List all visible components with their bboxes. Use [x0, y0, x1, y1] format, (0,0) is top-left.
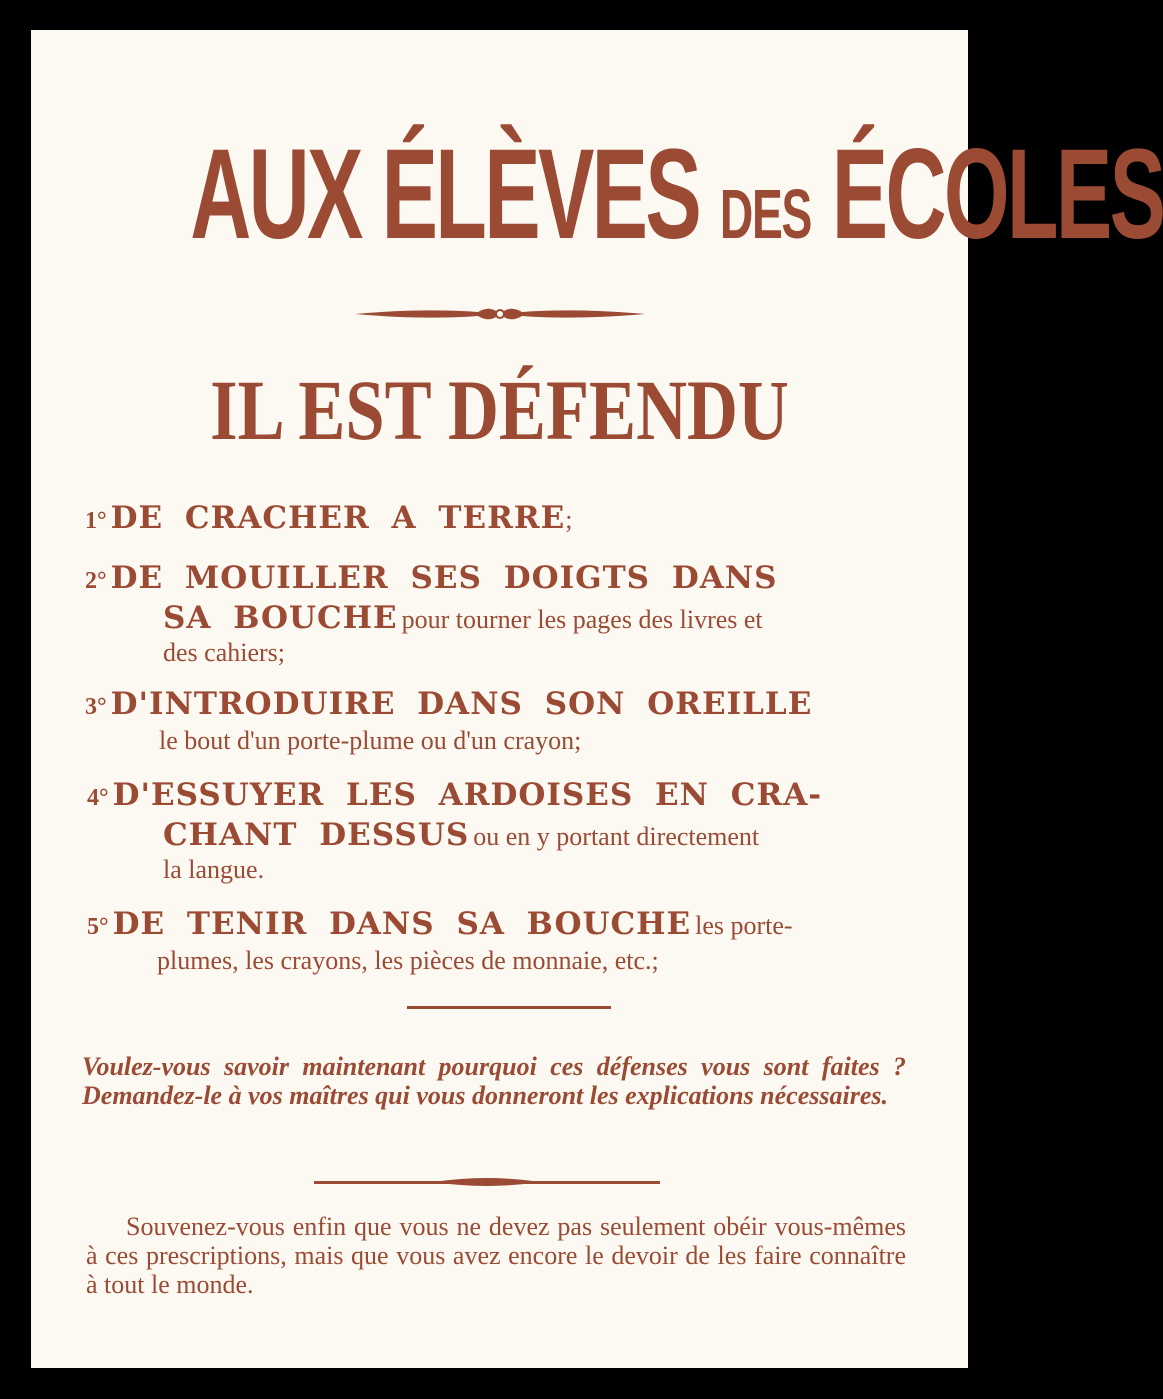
item-number: 5° — [87, 914, 109, 940]
closing-paragraph: Souvenez-vous enfin que vous ne devez pas seulement obéir vous-mêmes à ces prescriptions, mais que vous avez encore le devoir de les faire connaître à tout le monde. — [86, 1212, 906, 1299]
poster-sheet — [31, 30, 1163, 1368]
item-heading: DE CRACHER A TERRE — [110, 500, 566, 536]
item-text: ou en y portant directement — [473, 822, 760, 851]
item-heading: DE MOUILLER SES DOIGTS DANS — [110, 560, 778, 596]
item-heading: D'INTRODUIRE DANS SON OREILLE — [110, 686, 813, 722]
question-paragraph: Voulez-vous savoir maintenant pourquoi ces défenses vous sont faites ? Demandez-le à vos maîtres qui vous donneront les explications nécessaires. — [82, 1052, 906, 1110]
item-text: le bout d'un porte-plume ou d'un crayon; — [159, 726, 582, 755]
item-number: 2° — [85, 568, 107, 594]
title-part2: ÉCOLES — [831, 123, 1163, 266]
poster-title — [190, 123, 1163, 284]
item-number: 4° — [87, 785, 109, 811]
item-number: 1° — [85, 508, 107, 534]
item-heading: D'ESSUYER LES ARDOISES EN CRA- — [112, 777, 823, 813]
item-text-cont: des cahiers; — [163, 638, 286, 667]
item-text-cont: la langue. — [163, 855, 265, 884]
item-heading-cont: CHANT DESSUS — [163, 817, 470, 853]
item-text: les porte- — [695, 911, 793, 940]
item-heading: DE TENIR DANS SA BOUCHE — [112, 906, 692, 942]
item-number: 3° — [85, 694, 107, 720]
poster-subtitle: IL EST DÉFENDU — [210, 362, 789, 458]
divider-rule — [407, 1006, 611, 1009]
item-text: pour tourner les pages des livres et — [401, 605, 763, 634]
item-text: ; — [565, 505, 573, 534]
scroll-ornament — [353, 302, 647, 326]
title-small: DES — [719, 175, 811, 253]
title-part1: AUX ÉLÈVES — [190, 123, 700, 266]
ornamental-rule — [314, 1176, 660, 1190]
item-text-cont: plumes, les crayons, les pièces de monnaie, etc.; — [157, 946, 659, 975]
item-heading-cont: SA BOUCHE — [163, 600, 398, 636]
